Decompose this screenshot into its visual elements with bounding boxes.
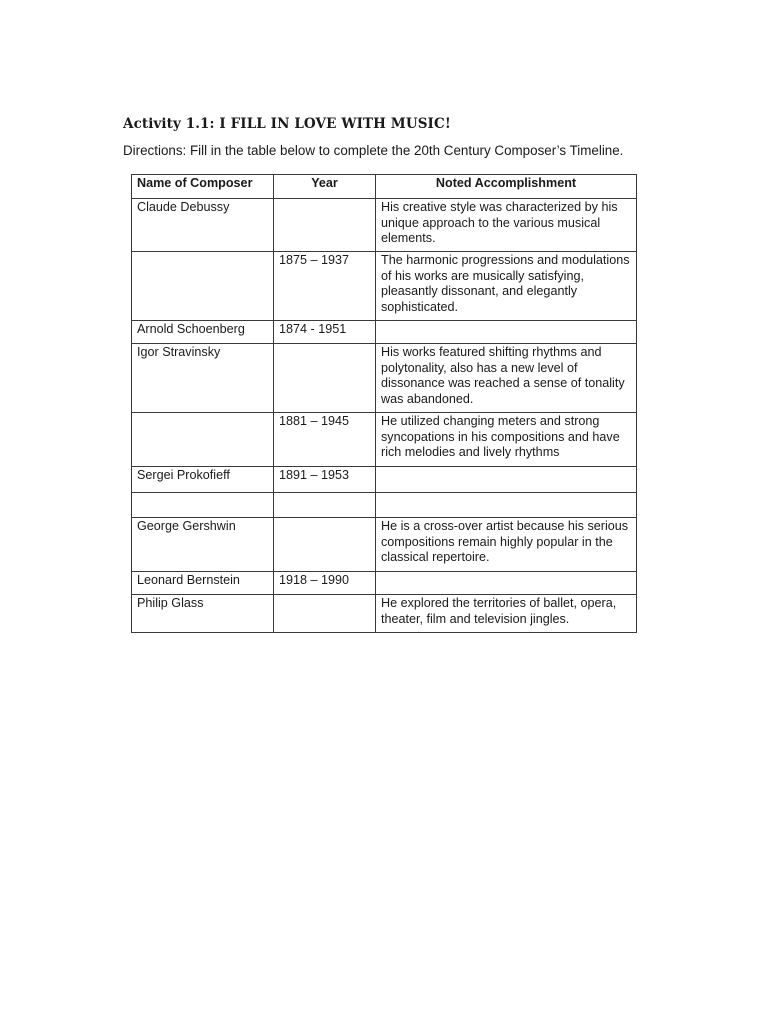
accomplishment-cell: His creative style was characterized by his unique approach to the various musical elements. — [376, 199, 637, 252]
table-row — [132, 572, 637, 595]
year-cell — [274, 518, 376, 572]
year-cell — [274, 199, 376, 252]
year-cell: 1881 – 1945 — [274, 413, 376, 467]
composer-name-cell: Philip Glass — [132, 595, 274, 633]
table-row — [132, 199, 637, 252]
directions-text: Directions: Fill in the table below to complete the 20th Century Composer’s Timeline. — [123, 143, 624, 158]
accomplishment-cell — [376, 572, 637, 595]
year-cell — [274, 595, 376, 633]
year-cell — [274, 344, 376, 413]
accomplishment-cell — [376, 321, 637, 344]
table-row — [132, 321, 637, 344]
year-cell: 1874 - 1951 — [274, 321, 376, 344]
composer-name-cell: Igor Stravinsky — [132, 344, 274, 413]
table-row — [132, 493, 637, 518]
composer-name-cell — [132, 413, 274, 467]
accomplishment-cell — [376, 493, 637, 518]
year-cell: 1875 – 1937 — [274, 252, 376, 321]
header-noted-accomplishment: Noted Accomplishment — [376, 175, 637, 199]
year-cell: 1918 – 1990 — [274, 572, 376, 595]
table-header-row — [132, 175, 637, 199]
accomplishment-cell: He explored the territories of ballet, opera, theater, film and television jingles. — [376, 595, 637, 633]
accomplishment-cell — [376, 467, 637, 493]
accomplishment-cell: The harmonic progressions and modulations of his works are musically satisfying, pleasantly dissonant, and elegantly sophisticated. — [376, 252, 637, 321]
table-row — [132, 252, 637, 321]
composer-name-cell — [132, 252, 274, 321]
composer-name-cell — [132, 493, 274, 518]
accomplishment-cell: He utilized changing meters and strong syncopations in his compositions and have rich melodies and lively rhythms — [376, 413, 637, 467]
header-name-of-composer: Name of Composer — [132, 175, 274, 199]
year-cell — [274, 493, 376, 518]
table-row — [132, 413, 637, 467]
composer-name-cell: Sergei Prokofieff — [132, 467, 274, 493]
table-row — [132, 595, 637, 633]
accomplishment-cell: He is a cross-over artist because his serious compositions remain highly popular in the classical repertoire. — [376, 518, 637, 572]
composer-name-cell: Leonard Bernstein — [132, 572, 274, 595]
year-cell: 1891 – 1953 — [274, 467, 376, 493]
accomplishment-cell: His works featured shifting rhythms and polytonality, also has a new level of dissonance was reached a sense of tonality was abandoned. — [376, 344, 637, 413]
header-year: Year — [274, 175, 376, 199]
composer-name-cell: Arnold Schoenberg — [132, 321, 274, 344]
table-row — [132, 518, 637, 572]
composer-name-cell: Claude Debussy — [132, 199, 274, 252]
composer-name-cell: George Gershwin — [132, 518, 274, 572]
table-row — [132, 344, 637, 413]
activity-title: Activity 1.1: I FILL IN LOVE WITH MUSIC! — [123, 116, 451, 132]
composer-timeline-table — [131, 174, 637, 633]
table-row — [132, 467, 637, 493]
